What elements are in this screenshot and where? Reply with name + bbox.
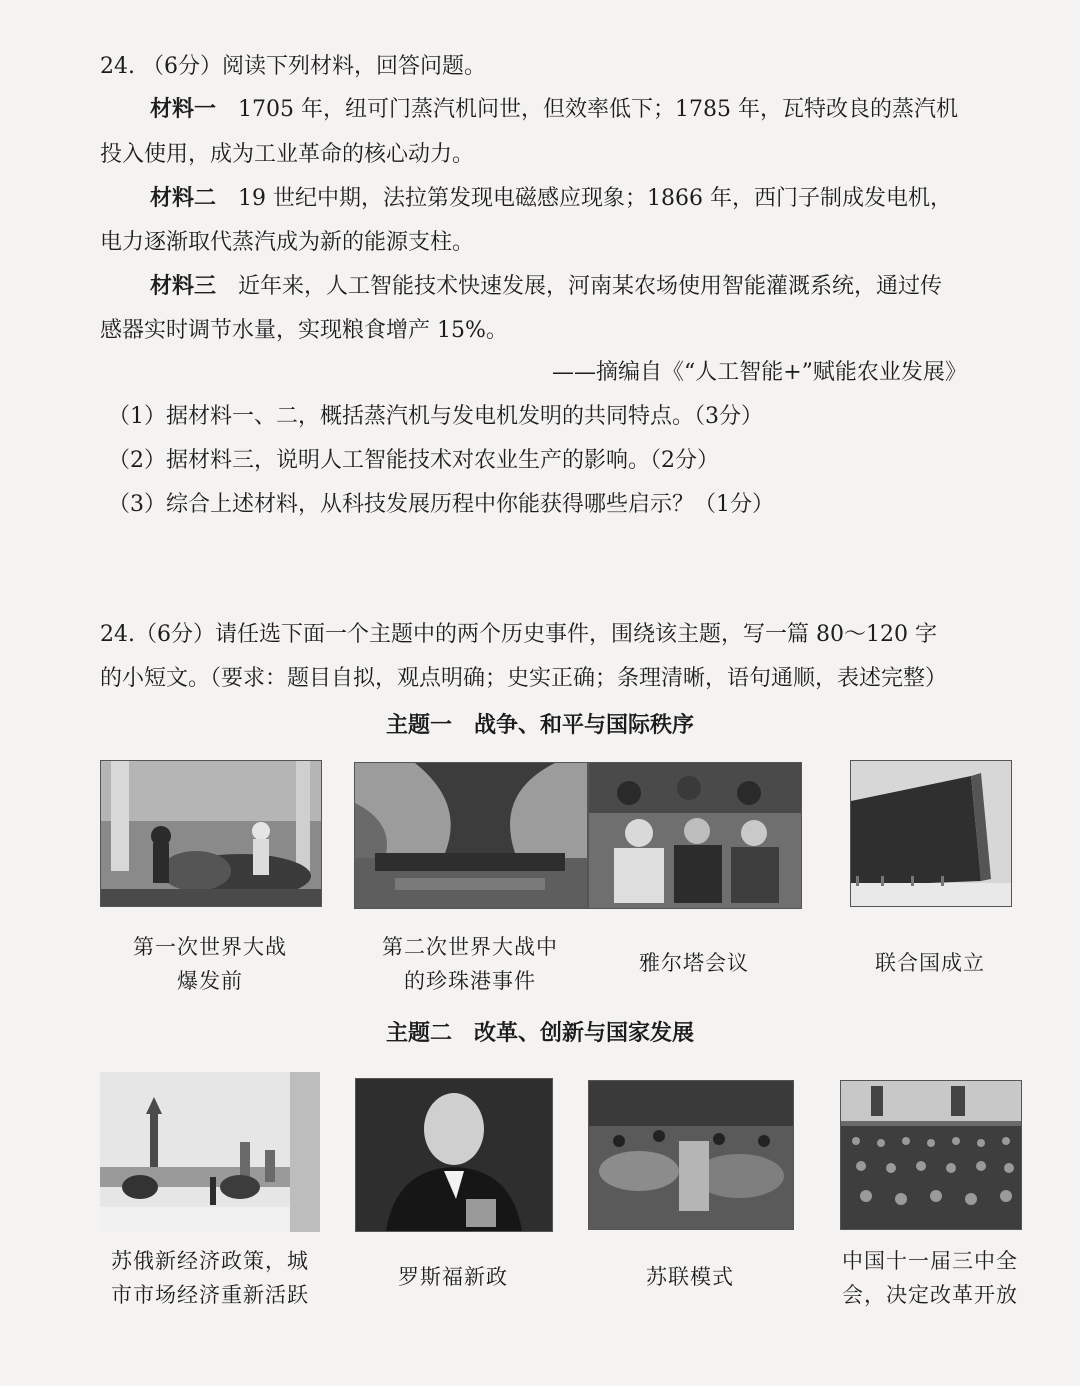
material-1-text-line1: 1705 年，纽可门蒸汽机问世，但效率低下；1785 年，瓦特改良的蒸汽机	[238, 97, 958, 122]
photo-ww1	[100, 760, 322, 907]
caption-nep-line1: 苏俄新经济政策，城	[111, 1249, 309, 1273]
theme-2-title: 主题二 改革、创新与国家发展	[385, 1021, 694, 1046]
caption-pearl-harbor-line2: 的珍珠港事件	[404, 969, 536, 993]
material-3	[150, 272, 942, 302]
sub-question-3: （3）综合上述材料，从科技发展历程中你能获得哪些启示？（1分）	[108, 492, 774, 517]
material-2-text-line1: 19 世纪中期，法拉第发现电磁感应现象；1866 年，西门子制成发电机，	[238, 186, 952, 211]
q2-line2: 的小短文。（要求：题目自拟，观点明确；史实正确；条理清晰，语句通顺，表述完整）	[100, 666, 948, 691]
photo-roosevelt	[355, 1078, 553, 1232]
caption-un-line1: 联合国成立	[875, 951, 985, 975]
photo-soviet-model	[588, 1080, 794, 1230]
caption-third-plenum	[820, 1244, 1040, 1312]
caption-ww1-line1: 第一次世界大战	[133, 935, 287, 959]
caption-new-deal-line1: 罗斯福新政	[398, 1265, 508, 1289]
material-1	[150, 95, 958, 125]
theme-1-title: 主题一 战争、和平与国际秩序	[385, 713, 694, 738]
material-3-label: 材料三	[150, 274, 217, 299]
caption-nep-line2: 市市场经济重新活跃	[111, 1283, 309, 1307]
caption-un	[830, 946, 1030, 980]
q2-line1: 24.（6分）请任选下面一个主题中的两个历史事件，围绕该主题，写一篇 80～120 字	[100, 622, 937, 647]
caption-soviet-model-line1: 苏联模式	[646, 1265, 734, 1289]
caption-third-plenum-line2: 会，决定改革开放	[842, 1283, 1018, 1307]
photo-third-plenum	[840, 1080, 1022, 1230]
caption-pearl-harbor-line1: 第二次世界大战中	[382, 935, 558, 959]
caption-soviet-model	[588, 1260, 792, 1294]
caption-third-plenum-line1: 中国十一届三中全	[842, 1249, 1018, 1273]
caption-new-deal	[355, 1260, 551, 1294]
photo-un-building	[850, 760, 1012, 907]
material-2	[150, 184, 952, 214]
sub-question-2: （2）据材料三，说明人工智能技术对农业生产的影响。（2分）	[108, 448, 719, 473]
caption-nep	[90, 1244, 330, 1312]
material-source: ——摘编自《“人工智能+”赋能农业发展》	[552, 360, 967, 385]
caption-ww1-line2: 爆发前	[177, 969, 243, 993]
sub-question-1: （1）据材料一、二，概括蒸汽机与发电机发明的共同特点。（3分）	[108, 404, 763, 429]
material-2-label: 材料二	[150, 186, 217, 211]
photo-nep-moscow	[100, 1072, 320, 1232]
material-3-text-line1: 近年来，人工智能技术快速发展，河南某农场使用智能灌溉系统，通过传	[238, 274, 943, 299]
caption-yalta-line1: 雅尔塔会议	[639, 951, 749, 975]
q1-heading: 24. （6分）阅读下列材料，回答问题。	[100, 54, 486, 79]
material-1-label: 材料一	[150, 97, 217, 122]
material-1-text-line2: 投入使用，成为工业革命的核心动力。	[100, 142, 475, 167]
caption-yalta	[588, 946, 800, 980]
caption-ww1	[100, 930, 320, 998]
material-2-text-line2: 电力逐渐取代蒸汽成为新的能源支柱。	[100, 230, 475, 255]
photo-yalta-conference	[588, 762, 802, 909]
caption-pearl-harbor	[340, 930, 600, 998]
photo-pearl-harbor	[354, 762, 588, 909]
material-3-text-line2: 感器实时调节水量，实现粮食增产 15%。	[100, 318, 508, 343]
